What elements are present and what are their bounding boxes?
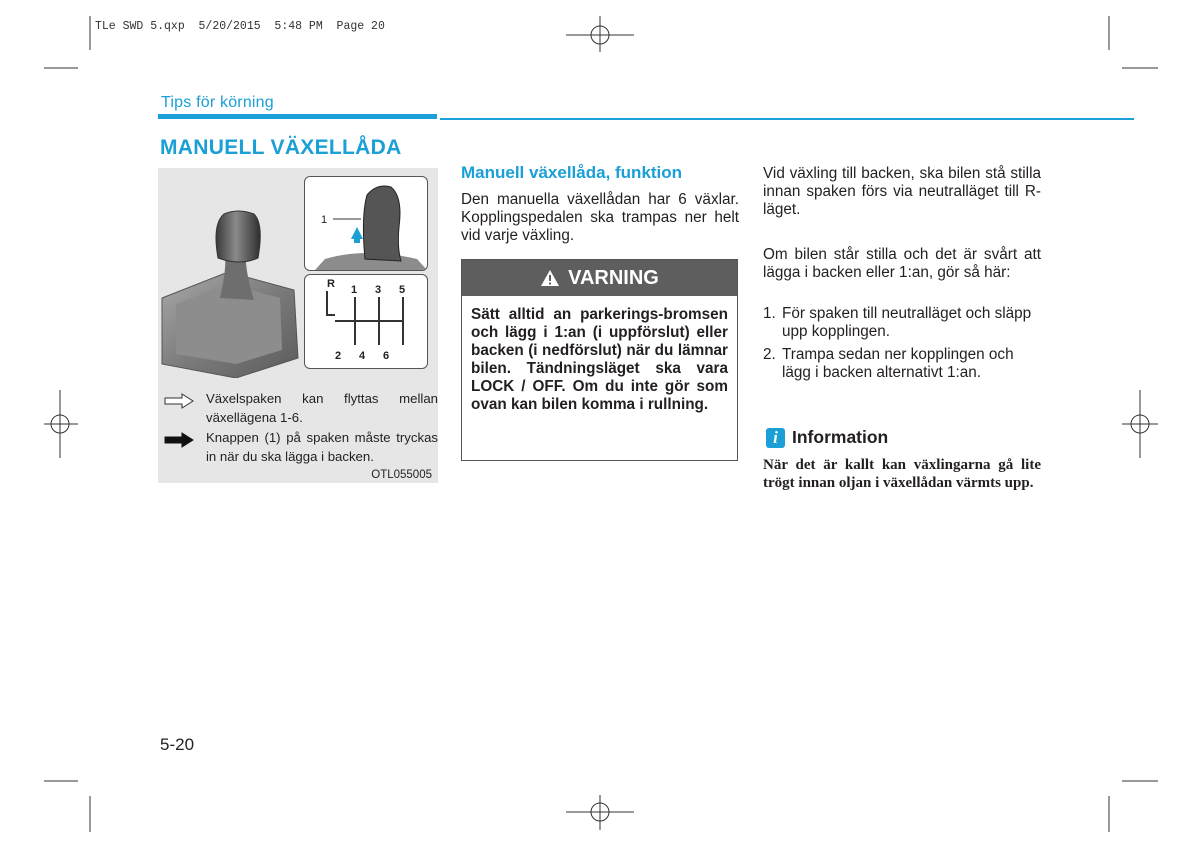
solid-arrow-icon [164, 432, 194, 448]
steps-list [763, 305, 1041, 387]
page-number: 5-20 [160, 735, 195, 754]
difficulty-paragraph: Om bilen står stilla och det är svårt att lägga i backen eller 1:an, gör så här: [763, 246, 1041, 281]
shift-pattern-diagram [305, 275, 427, 368]
button-detail-inset [304, 176, 428, 271]
callout-number: 1 [321, 214, 328, 226]
warning-header [462, 260, 737, 296]
step-number: 2. [763, 346, 776, 363]
registration-mark-left [44, 390, 78, 458]
section-rule-bold [158, 114, 437, 119]
list-item [763, 305, 1041, 341]
registration-mark-bottom [566, 795, 634, 830]
step-text: För spaken till neutralläget och släpp upp kopplingen. [782, 305, 1032, 340]
caption-text-1: Växelspaken kan flyttas mellan växellägena 1-6. [206, 391, 438, 425]
gear-6-label: 6 [383, 350, 390, 362]
chapter-title: MANUELL VÄXELLÅDA [160, 136, 402, 159]
section-title: Tips för körning [161, 94, 274, 111]
reverse-paragraph: Vid växling till backen, ska bilen stå stilla innan spaken förs via neutralläget till R-läget. [763, 165, 1041, 218]
step-number: 1. [763, 305, 776, 322]
gear-5-label: 5 [399, 284, 406, 296]
gear-r-label: R [327, 278, 335, 290]
info-title: Information [792, 427, 889, 447]
outline-arrow-icon [164, 393, 194, 409]
warning-triangle-icon [540, 269, 560, 287]
gear-2-label: 2 [335, 350, 342, 362]
lever-button-illustration [305, 177, 427, 270]
figure-code: OTL055005 [371, 469, 432, 481]
subsection-heading: Manuell växellåda, funktion [461, 163, 683, 182]
shift-pattern-inset [304, 274, 428, 369]
section-rule-thin [440, 118, 1134, 120]
gear-3-label: 3 [375, 284, 382, 296]
print-slug-line: TLe SWD 5.qxp 5/20/2015 5:48 PM Page 20 [95, 20, 385, 33]
step-text: Trampa sedan ner kopplingen och lägg i backen alternativt 1:an. [782, 346, 1014, 381]
info-text: När det är kallt kan växlingarna gå lite trögt innan oljan i växellådan värmts upp. [763, 457, 1041, 491]
gear-1-label: 1 [351, 284, 358, 296]
registration-mark-top [566, 16, 634, 52]
caption-text-2: Knappen (1) på spaken måste tryckas in när du ska lägga i backen. [206, 430, 438, 464]
warning-box [461, 259, 738, 461]
intro-paragraph: Den manuella växellådan har 6 växlar. Kopplingspedalen ska trampas ner helt vid varje växling. [461, 191, 739, 244]
warning-title: VARNING [568, 266, 659, 289]
registration-mark-right [1122, 390, 1158, 458]
gear-4-label: 4 [359, 350, 366, 362]
info-heading [766, 427, 888, 448]
gear-shift-figure [158, 168, 438, 483]
warning-text: Sätt alltid an parkerings-bromsen och lägg i 1:an (i uppförslut) eller backen (i nedförslut) när du lämnar bilen. Tändningsläget ska vara LOCK / OFF. Om du inte gör som ovan kan bilen komma i rullning. [471, 306, 728, 413]
list-item [763, 346, 1041, 382]
info-icon: i [766, 428, 785, 448]
